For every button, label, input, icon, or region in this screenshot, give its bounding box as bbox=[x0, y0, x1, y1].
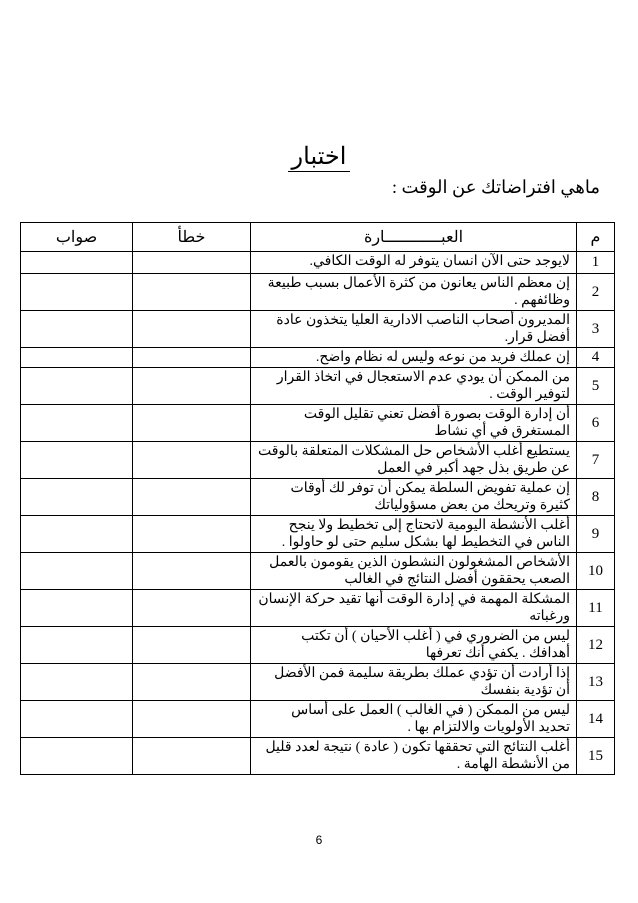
table-row bbox=[21, 442, 615, 479]
table-body bbox=[21, 252, 615, 775]
row-number: 5 bbox=[577, 368, 615, 405]
answer-cell-correct[interactable] bbox=[21, 664, 133, 701]
header-correct: صواب bbox=[21, 223, 133, 252]
header-statement: العبــــــــــــارة bbox=[251, 223, 577, 252]
table-row bbox=[21, 627, 615, 664]
row-number: 4 bbox=[577, 348, 615, 368]
answer-cell-correct[interactable] bbox=[21, 442, 133, 479]
table-row bbox=[21, 590, 615, 627]
table-row bbox=[21, 553, 615, 590]
answer-cell-wrong[interactable] bbox=[133, 368, 251, 405]
table-row bbox=[21, 274, 615, 311]
page-number: 6 bbox=[315, 833, 323, 847]
answer-cell-correct[interactable] bbox=[21, 348, 133, 368]
row-statement: المشكلة المهمة في إدارة الوقت أنها تقيد حركة الإنسان ورغباته bbox=[251, 590, 577, 627]
answer-cell-correct[interactable] bbox=[21, 479, 133, 516]
row-statement: إن عملك فريد من نوعه وليس له نظام واضح. bbox=[251, 348, 577, 368]
table-row bbox=[21, 252, 615, 274]
answer-cell-correct[interactable] bbox=[21, 738, 133, 775]
quiz-table bbox=[20, 222, 615, 775]
answer-cell-wrong[interactable] bbox=[133, 664, 251, 701]
row-statement: المديرون أصحاب الناصب الادارية العليا يتخذون عادة أفضل قرار. bbox=[251, 311, 577, 348]
answer-cell-wrong[interactable] bbox=[133, 274, 251, 311]
table-row bbox=[21, 348, 615, 368]
row-number: 2 bbox=[577, 274, 615, 311]
row-statement: لايوجد حتى الآن انسان يتوفر له الوقت الكافي. bbox=[251, 252, 577, 274]
row-statement: يستطيع أغلب الأشخاص حل المشكلات المتعلقة بالوقت عن طريق بذل جهد أكبر في العمل bbox=[251, 442, 577, 479]
table-row bbox=[21, 405, 615, 442]
row-number: 8 bbox=[577, 479, 615, 516]
row-number: 11 bbox=[577, 590, 615, 627]
table-row bbox=[21, 738, 615, 775]
answer-cell-wrong[interactable] bbox=[133, 348, 251, 368]
answer-cell-wrong[interactable] bbox=[133, 252, 251, 274]
answer-cell-wrong[interactable] bbox=[133, 590, 251, 627]
row-statement: ليس من الممكن ( في الغالب ) العمل على أساس تحديد الأولويات والالتزام بها . bbox=[251, 701, 577, 738]
row-number: 12 bbox=[577, 627, 615, 664]
row-number: 3 bbox=[577, 311, 615, 348]
row-number: 15 bbox=[577, 738, 615, 775]
table-row bbox=[21, 701, 615, 738]
answer-cell-correct[interactable] bbox=[21, 516, 133, 553]
row-number: 7 bbox=[577, 442, 615, 479]
row-number: 10 bbox=[577, 553, 615, 590]
header-number: م bbox=[577, 223, 615, 252]
answer-cell-correct[interactable] bbox=[21, 701, 133, 738]
answer-cell-wrong[interactable] bbox=[133, 442, 251, 479]
row-number: 6 bbox=[577, 405, 615, 442]
page-title-text: اختبار bbox=[288, 144, 351, 172]
answer-cell-wrong[interactable] bbox=[133, 479, 251, 516]
row-statement: ليس من الضروري في ( أغلب الأحيان ) أن تكتب أهدافك . يكفي أنك تعرفها bbox=[251, 627, 577, 664]
answer-cell-correct[interactable] bbox=[21, 405, 133, 442]
header-wrong: خطأ bbox=[133, 223, 251, 252]
answer-cell-wrong[interactable] bbox=[133, 701, 251, 738]
row-statement: أغلب الأنشطة اليومية لاتحتاج إلى تخطيط ولا ينجح الناس في التخطيط لها بشكل سليم حتى لو حاولوا . bbox=[251, 516, 577, 553]
row-statement: إن عملية تفويض السلطة يمكن أن توفر لك أوقات كثيرة وتريحك من بعض مسؤولياتك bbox=[251, 479, 577, 516]
answer-cell-correct[interactable] bbox=[21, 311, 133, 348]
answer-cell-correct[interactable] bbox=[21, 274, 133, 311]
table-row bbox=[21, 311, 615, 348]
answer-cell-wrong[interactable] bbox=[133, 627, 251, 664]
answer-cell-wrong[interactable] bbox=[133, 516, 251, 553]
row-statement: إن معظم الناس يعانون من كثرة الأعمال بسبب طبيعة وظائفهم . bbox=[251, 274, 577, 311]
page-title bbox=[0, 143, 638, 171]
row-statement: أن إدارة الوقت بصورة أفضل تعني تقليل الوقت المستغرق في أي نشاط bbox=[251, 405, 577, 442]
table-row bbox=[21, 664, 615, 701]
row-number: 14 bbox=[577, 701, 615, 738]
answer-cell-correct[interactable] bbox=[21, 590, 133, 627]
row-statement: من الممكن أن يودي عدم الاستعجال في اتخاذ القرار لتوفير الوقت . bbox=[251, 368, 577, 405]
row-number: 1 bbox=[577, 252, 615, 274]
answer-cell-correct[interactable] bbox=[21, 553, 133, 590]
row-number: 9 bbox=[577, 516, 615, 553]
answer-cell-correct[interactable] bbox=[21, 252, 133, 274]
table-row bbox=[21, 368, 615, 405]
answer-cell-wrong[interactable] bbox=[133, 738, 251, 775]
answer-cell-wrong[interactable] bbox=[133, 553, 251, 590]
row-number: 13 bbox=[577, 664, 615, 701]
row-statement: إذا أرادت أن تؤدي عملك بطريقة سليمة فمن الأفضل أن تؤدية بنفسك bbox=[251, 664, 577, 701]
table-row bbox=[21, 516, 615, 553]
answer-cell-wrong[interactable] bbox=[133, 405, 251, 442]
row-statement: أغلب النتائج التي تحققها تكون ( عادة ) نتيجة لعدد قليل من الأنشطة الهامة . bbox=[251, 738, 577, 775]
answer-cell-wrong[interactable] bbox=[133, 311, 251, 348]
answer-cell-correct[interactable] bbox=[21, 627, 133, 664]
row-statement: الأشخاص المشغولون النشطون الذين يقومون بالعمل الصعب يحققون أفضل النتائج في الغالب bbox=[251, 553, 577, 590]
question-heading: ماهي افتراضاتك عن الوقت : bbox=[391, 177, 600, 197]
answer-cell-correct[interactable] bbox=[21, 368, 133, 405]
header-row bbox=[21, 223, 615, 252]
table-row bbox=[21, 479, 615, 516]
